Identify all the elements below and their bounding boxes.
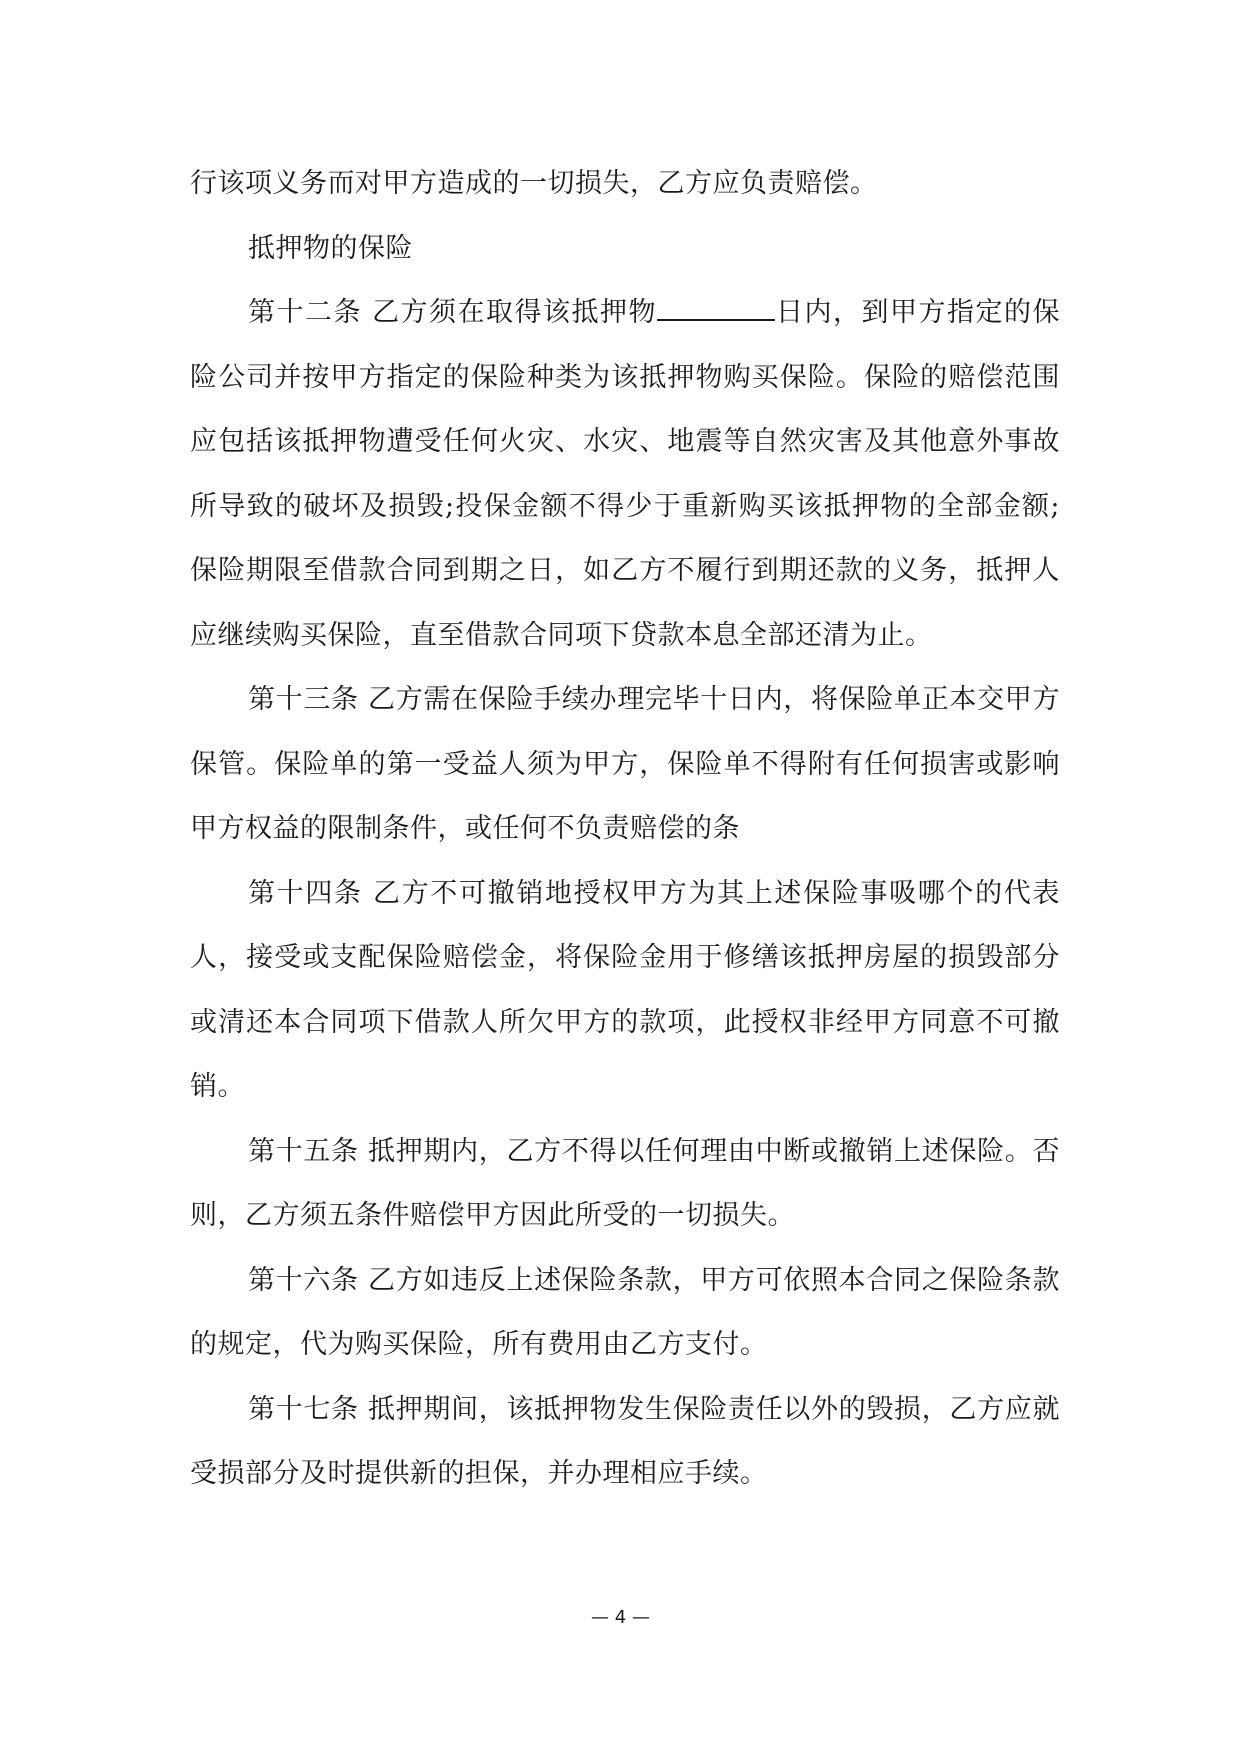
page-number: — 4 —	[591, 1607, 650, 1628]
article-15: 第十五条 抵押期内，乙方不得以任何理由中断或撤销上述保险。否则，乙方须五条件赔偿甲方因此所受的一切损失。	[190, 1135, 1060, 1231]
article-12-rest: 日内，到甲方指定的保险公司并按甲方指定的保险种类为该抵押物购买保险。保险的赔偿范围应包括该抵押物遭受任何火灾、水灾、地震等自然灾害及其他意外事故所导致的破坏及损毁;投保金额不得少于重新购买该抵押物的全部金额;保险期限至借款合同到期之日，如乙方不履行到期还款的义务，抵押人应继续购买保险，直至借款合同项下贷款本息全部还清为止。	[190, 297, 1060, 651]
paragraph-continuation: 行该项义务而对甲方造成的一切损失，乙方应负责赔偿。	[190, 168, 878, 199]
article-16: 第十六条 乙方如违反上述保险条款，甲方可依照本合同之保险条款的规定，代为购买保险，所有费用由乙方支付。	[190, 1264, 1060, 1360]
article-12	[190, 281, 1060, 668]
document-body	[190, 152, 1060, 1507]
article-14: 第十四条 乙方不可撤销地授权甲方为其上述保险事吸哪个的代表人，接受或支配保险赔偿金，将保险金用于修缮该抵押房屋的损毁部分或清还本合同项下借款人所欠甲方的款项，此授权非经甲方同意不可撤销。	[190, 877, 1060, 1102]
article-13: 第十三条 乙方需在保险手续办理完毕十日内，将保险单正本交甲方保管。保险单的第一受益人须为甲方，保险单不得附有任何损害或影响甲方权益的限制条件，或任何不负责赔偿的条	[190, 684, 1060, 844]
fill-in-blank	[657, 297, 775, 321]
section-heading-insurance: 抵押物的保险	[248, 232, 413, 264]
article-12-start: 第十二条 乙方须在取得该抵押物	[248, 297, 658, 328]
article-17: 第十七条 抵押期间，该抵押物发生保险责任以外的毁损，乙方应就受损部分及时提供新的担保，并办理相应手续。	[190, 1393, 1060, 1489]
